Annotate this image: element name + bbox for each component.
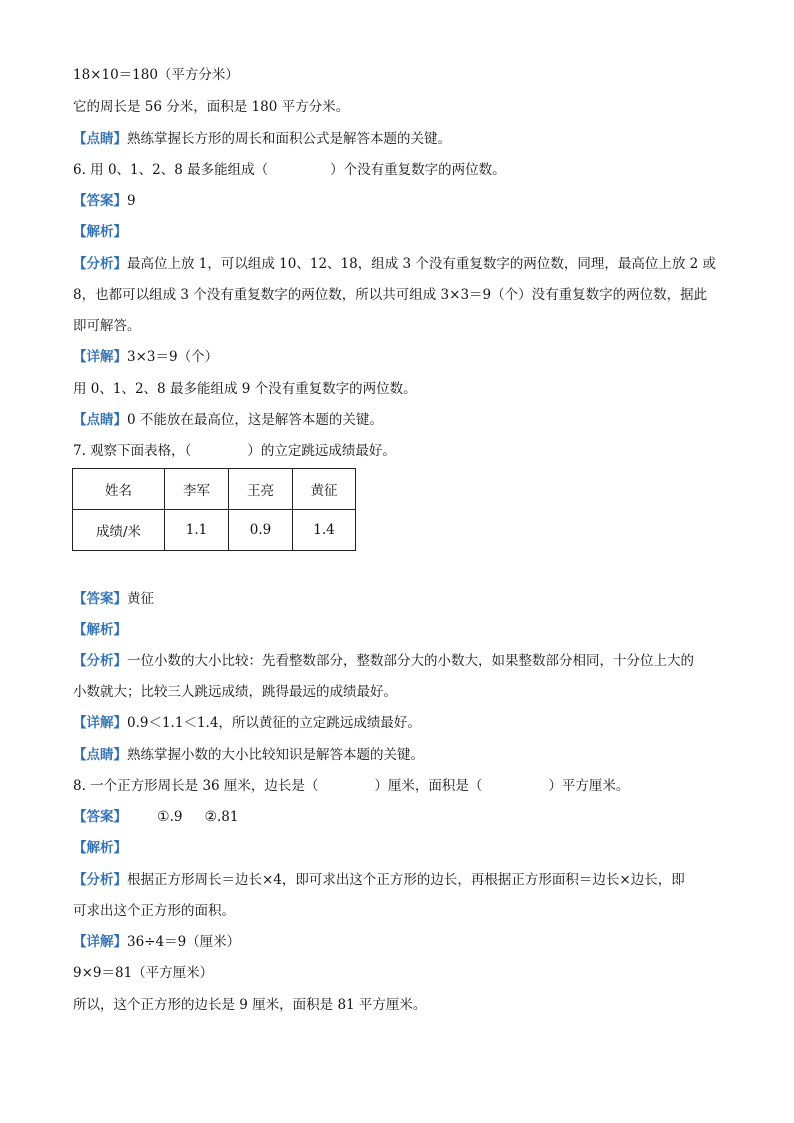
- xiangjie-7-line: [73, 714, 421, 732]
- fenxi-tag: 【分析】: [73, 256, 127, 272]
- question-8-part-c: ）平方厘米。: [548, 778, 630, 794]
- xiangjie-8-line-3: 所以，这个正方形的边长是 9 厘米，面积是 81 平方厘米。: [73, 997, 427, 1013]
- result-line: 它的周长是 56 分米，面积是 180 平方分米。: [73, 99, 350, 115]
- fenxi-7-line-1: [73, 652, 694, 670]
- table-cell: 成绩/米: [73, 510, 165, 551]
- answer-6-text: 9: [127, 193, 136, 209]
- fenxi-8-line-1: [73, 871, 685, 889]
- xiangjie-tag: 【详解】: [73, 934, 127, 950]
- question-7-part-b: ）的立定跳远成绩最好。: [247, 443, 396, 459]
- table-header-cell: 姓名: [73, 469, 165, 510]
- question-7: [73, 442, 396, 460]
- table-cell: 0.9: [229, 510, 293, 551]
- question-8-part-b: ）厘米，面积是（: [374, 778, 483, 794]
- xiangjie-7-text: 0.9＜1.1＜1.4，所以黄征的立定跳远成绩最好。: [127, 715, 421, 731]
- xiangjie-tag: 【详解】: [73, 349, 127, 365]
- table-cell: 1.4: [293, 510, 356, 551]
- jiexi-tag: 【解析】: [73, 840, 127, 856]
- answer-tag: 【答案】: [73, 591, 127, 607]
- circled-one-icon: ①: [157, 809, 170, 825]
- xiangjie-6-line: [73, 348, 218, 366]
- jiexi-7-line: [73, 621, 127, 639]
- question-7-part-a: 7. 观察下面表格，（: [73, 443, 192, 459]
- answer-8-line: [73, 808, 239, 826]
- question-6-part-a: 6. 用 0、1、2、8 最多能组成（: [73, 162, 269, 178]
- fenxi-8-text-1: 根据正方形周长＝边长×4，即可求出这个正方形的边长，再根据正方形面积＝边长×边长，即: [127, 872, 685, 888]
- xiangjie-6-text: 3×3＝9（个）: [127, 349, 219, 365]
- answer-8-value-1: .9: [169, 809, 183, 825]
- xiangjie-6-line-2: 用 0、1、2、8 最多能组成 9 个没有重复数字的两位数。: [73, 381, 417, 397]
- fenxi-tag: 【分析】: [73, 872, 127, 888]
- score-table-wrap: [72, 468, 356, 551]
- fenxi-7-line-2: 小数就大；比较三人跳远成绩，跳得最远的成绩最好。: [73, 684, 397, 700]
- fenxi-6-line-2: 8，也都可以组成 3 个没有重复数字的两位数，所以共可组成 3×3＝9（个）没有重复数字的两位数，据此: [73, 287, 708, 303]
- answer-7-text: 黄征: [127, 591, 154, 607]
- xiangjie-8-text: 36÷4＝9（厘米）: [127, 934, 241, 950]
- answer-tag: 【答案】: [73, 809, 127, 825]
- question-6: [73, 161, 506, 179]
- dianjing-7-line: [73, 746, 424, 764]
- fenxi-6-line-1: [73, 255, 716, 273]
- dianjing-6-line: [73, 411, 383, 429]
- dianjing-tag: 【点睛】: [73, 131, 127, 147]
- jiexi-8-line: [73, 839, 127, 857]
- xiangjie-tag: 【详解】: [73, 715, 127, 731]
- answer-7-line: [73, 590, 154, 608]
- answer-6-line: [73, 192, 136, 210]
- question-8-part-a: 8. 一个正方形周长是 36 厘米，边长是（: [73, 778, 319, 794]
- dianjing-6-text: 0 不能放在最高位，这是解答本题的关键。: [127, 412, 383, 428]
- fenxi-tag: 【分析】: [73, 653, 127, 669]
- circled-two-icon: ②: [204, 809, 218, 825]
- question-6-part-b: ）个没有重复数字的两位数。: [330, 162, 506, 178]
- fenxi-6-text-1: 最高位上放 1，可以组成 10、12、18，组成 3 个没有重复数字的两位数，同理，最高位上放 2 或: [127, 256, 717, 272]
- table-cell: 1.1: [165, 510, 229, 551]
- jiexi-tag: 【解析】: [73, 622, 127, 638]
- dianjing-7-text: 熟练掌握小数的大小比较知识是解答本题的关键。: [127, 747, 424, 763]
- answer-8-value-2: .81: [217, 809, 239, 825]
- dianjing-line: [73, 130, 451, 148]
- fenxi-7-text-1: 一位小数的大小比较：先看整数部分，整数部分大的小数大，如果整数部分相同，十分位上大的: [127, 653, 694, 669]
- dianjing-tag: 【点睛】: [73, 412, 127, 428]
- xiangjie-8-line-2: 9×9＝81（平方厘米）: [73, 965, 214, 981]
- jiexi-6-line: [73, 223, 127, 241]
- xiangjie-8-line: [73, 933, 240, 951]
- table-header-row: [73, 469, 356, 510]
- table-header-cell: 李军: [165, 469, 229, 510]
- question-8: [73, 777, 629, 795]
- table-row: [73, 510, 356, 551]
- calc-line: 18×10＝180（平方分米）: [73, 67, 239, 83]
- score-table: [72, 468, 356, 551]
- fenxi-6-line-3: 即可解答。: [73, 318, 141, 334]
- table-header-cell: 黄征: [293, 469, 356, 510]
- dianjing-tag: 【点睛】: [73, 747, 127, 763]
- answer-tag: 【答案】: [73, 193, 127, 209]
- dianjing-text: 熟练掌握长方形的周长和面积公式是解答本题的关键。: [127, 131, 451, 147]
- fenxi-8-line-2: 可求出这个正方形的面积。: [73, 903, 235, 919]
- table-header-cell: 王亮: [229, 469, 293, 510]
- jiexi-tag: 【解析】: [73, 224, 127, 240]
